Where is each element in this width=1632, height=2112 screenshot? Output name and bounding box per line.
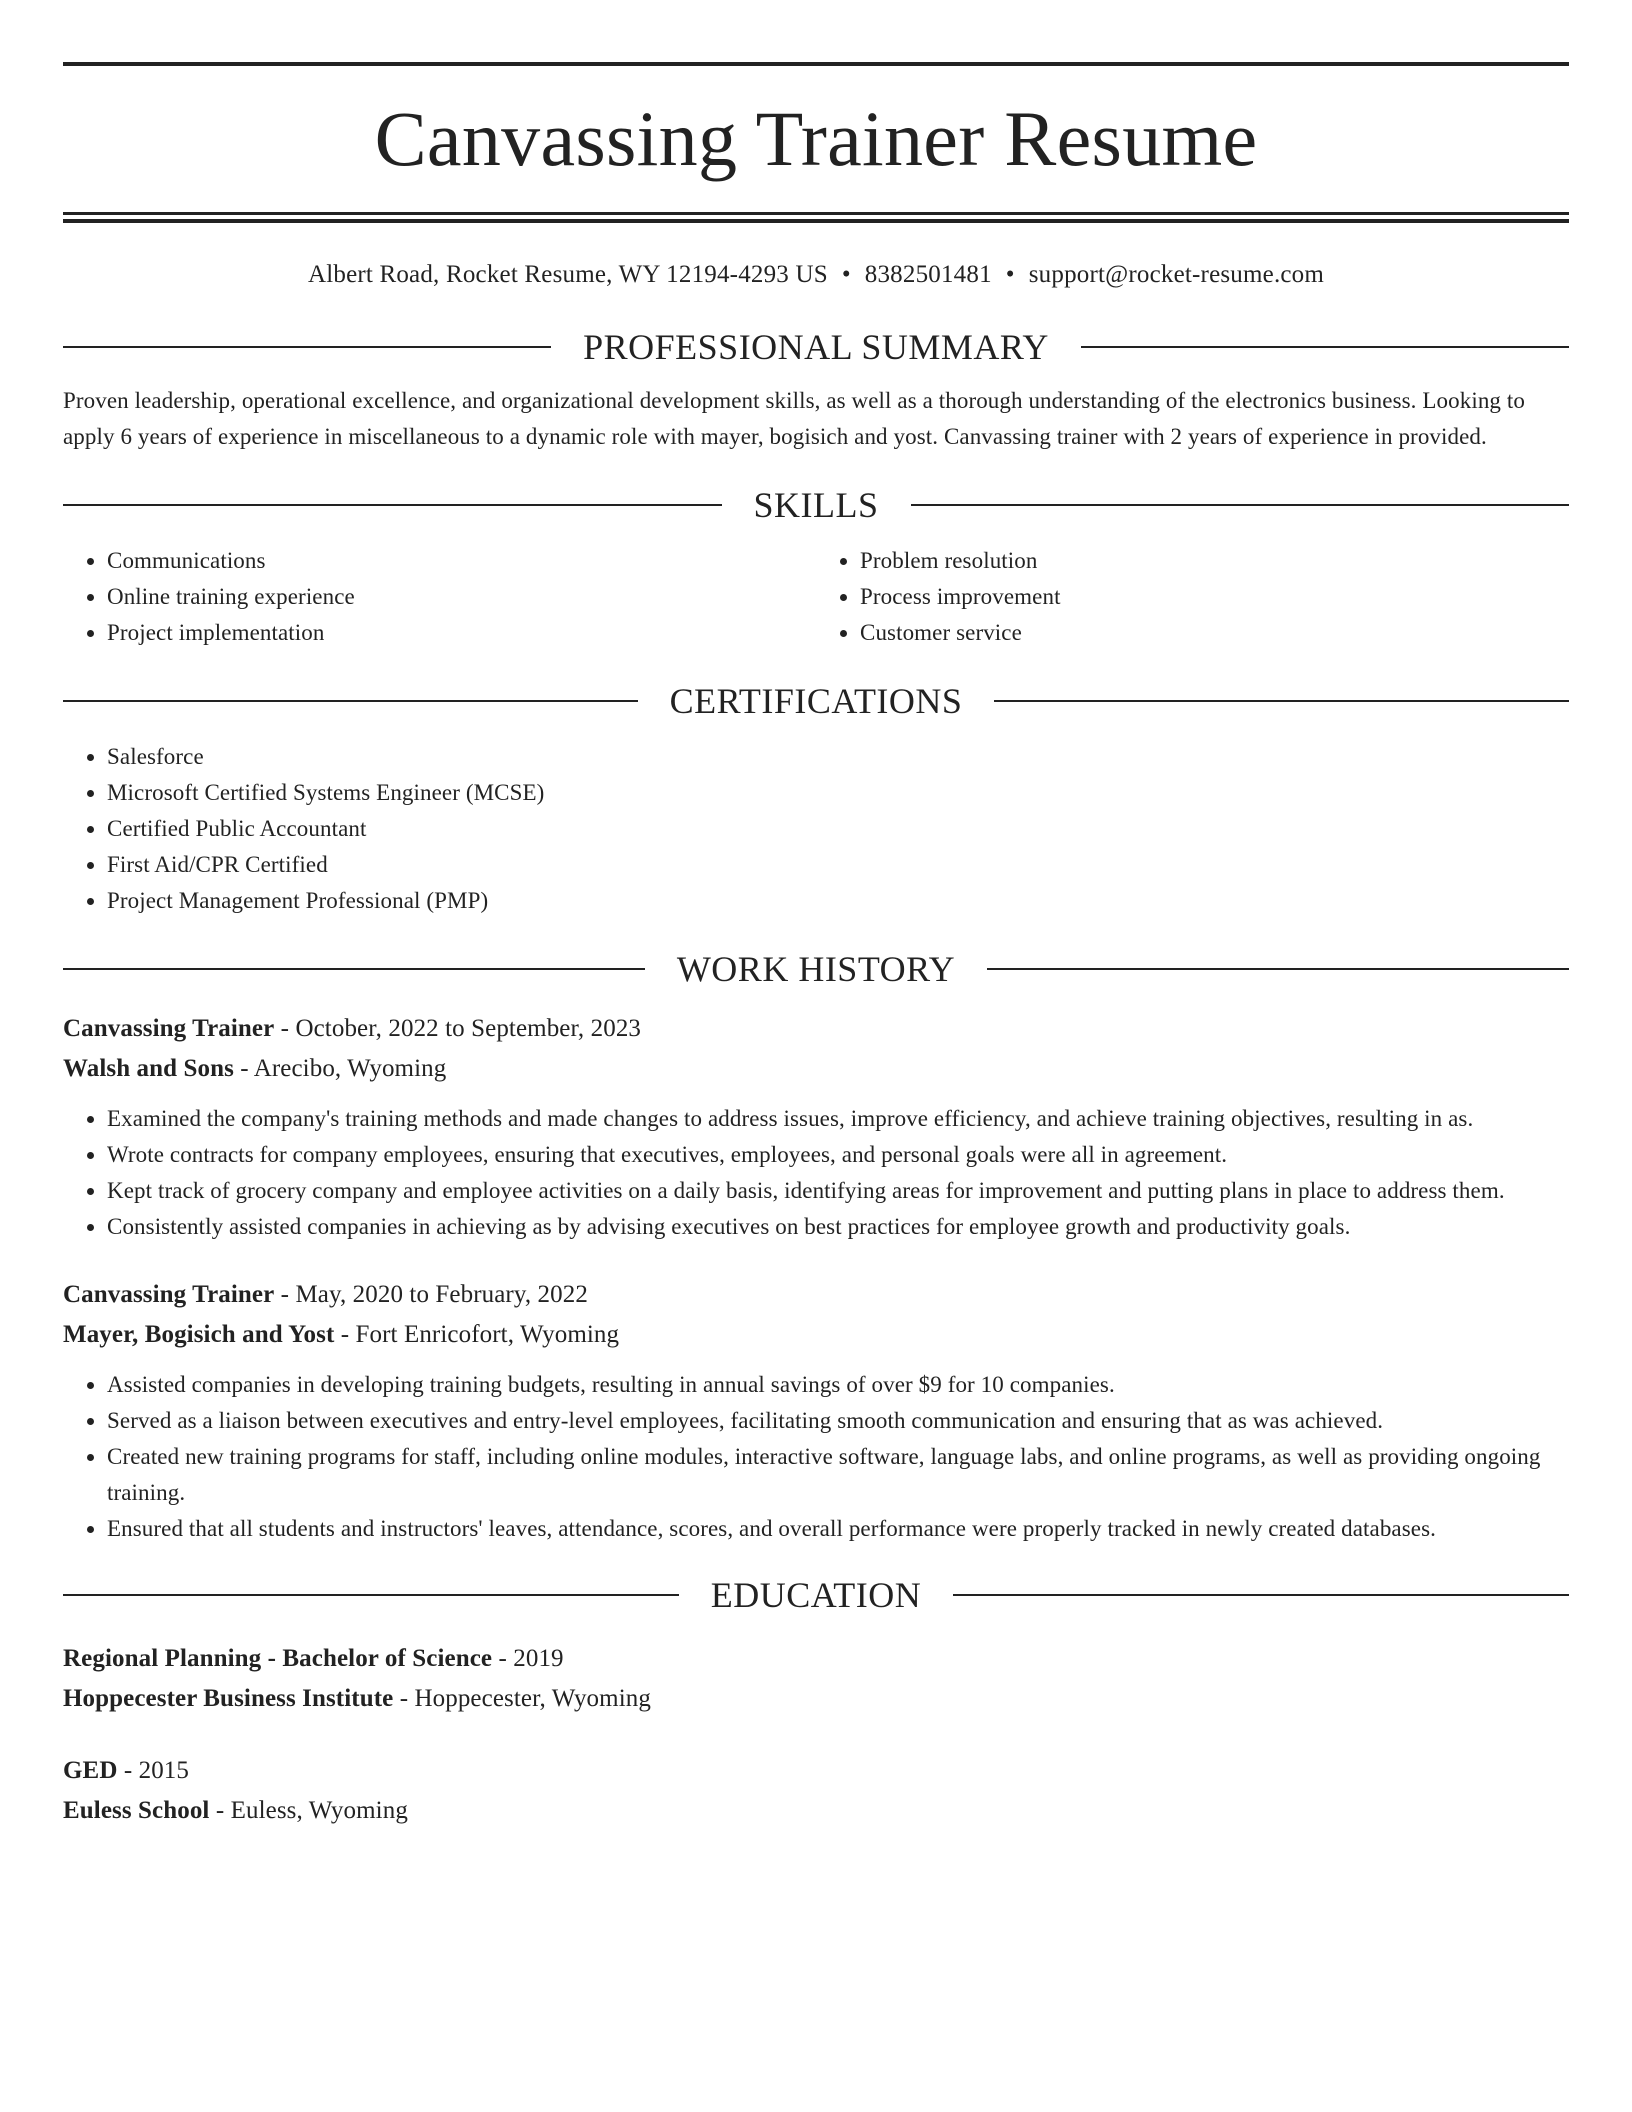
skills-column-right: [816, 543, 1569, 651]
title-double-rule: [63, 212, 1569, 223]
section-rule: [1081, 346, 1569, 348]
contact-separator: •: [841, 261, 851, 288]
summary-text: Proven leadership, operational excellence, and organizational development skills, as well as a thorough understanding of the electronics business. Looking to apply 6 years of experience in miscellaneous to a dynamic role with mayer, bogisich and yost. Canvassing trainer with 2 years of experience in provided.: [63, 388, 1525, 449]
education-location: - Hoppecester, Wyoming: [393, 1685, 651, 1712]
section-header-education: [63, 1573, 1569, 1617]
skills-list: [816, 543, 1569, 651]
skills-column-left: [63, 543, 816, 651]
job-location: - Arecibo, Wyoming: [233, 1055, 447, 1082]
job-title: Canvassing Trainer: [63, 1015, 275, 1042]
top-rule: [63, 62, 1569, 66]
job-bullet: • Consistently assisted companies in achieving as by advising executives on best practices for employee growth and productivity goals.: [107, 1209, 1569, 1245]
skill-item: • Communications: [107, 543, 816, 579]
job-bullets: [63, 1101, 1569, 1245]
skills-list: [63, 543, 816, 651]
job-bullet: • Examined the company's training methods and made changes to address issues, improve efficiency, and achieve training objectives, resulting in as.: [107, 1101, 1569, 1137]
certification-item: • Microsoft Certified Systems Engineer (MCSE): [107, 775, 1569, 811]
section-title: WORK HISTORY: [676, 949, 956, 989]
job-company-line: [63, 1049, 1569, 1089]
education-entry: [63, 1639, 1569, 1719]
job-bullet: • Kept track of grocery company and employee activities on a daily basis, identifying areas for improvement and putting plans in place to address them.: [107, 1173, 1569, 1209]
resume-title: Canvassing Trainer Resume: [374, 95, 1258, 182]
job-entry: [63, 1275, 1569, 1547]
job-bullet: • Ensured that all students and instructors' leaves, attendance, scores, and overall performance were properly tracked in newly created databases.: [107, 1511, 1569, 1547]
education-year: - 2015: [117, 1757, 190, 1784]
contact-separator: •: [1005, 261, 1015, 288]
skill-item: • Process improvement: [860, 579, 1569, 615]
contact-line: [63, 259, 1569, 291]
section-header-skills: [63, 483, 1569, 527]
job-company: Walsh and Sons: [63, 1055, 234, 1082]
education-degree-line: [63, 1751, 1569, 1791]
education-degree: GED: [63, 1757, 118, 1784]
job-location: - Fort Enricofort, Wyoming: [334, 1321, 620, 1348]
section-title: EDUCATION: [710, 1575, 922, 1615]
certifications-list: [63, 739, 1569, 919]
certification-item: • Salesforce: [107, 739, 1569, 775]
education-entry: [63, 1751, 1569, 1831]
contact-phone: 8382501481: [864, 261, 992, 288]
job-bullet: • Served as a liaison between executives and entry-level employees, facilitating smooth communication and ensuring that as was achieved.: [107, 1403, 1569, 1439]
certification-item: • Certified Public Accountant: [107, 811, 1569, 847]
job-title: Canvassing Trainer: [63, 1281, 275, 1308]
section-rule: [63, 346, 551, 348]
contact-address: Albert Road, Rocket Resume, WY 12194-4293 US: [307, 261, 828, 288]
skill-item: • Project implementation: [107, 615, 816, 651]
job-title-line: [63, 1009, 1569, 1049]
skill-item: • Online training experience: [107, 579, 816, 615]
job-bullet: • Created new training programs for staff, including online modules, interactive software, language labs, and online programs, as well as providing ongoing training.: [107, 1439, 1569, 1511]
job-dates: - May, 2020 to February, 2022: [274, 1281, 588, 1308]
job-bullet: • Wrote contracts for company employees, ensuring that executives, employees, and personal goals were all in agreement.: [107, 1137, 1569, 1173]
education-school-line: [63, 1679, 1569, 1719]
education-year: - 2019: [492, 1645, 564, 1672]
section-header-work-history: [63, 947, 1569, 991]
section-rule: [63, 968, 645, 970]
education-location: - Euless, Wyoming: [209, 1797, 408, 1824]
education-degree: Regional Planning - Bachelor of Science: [63, 1645, 493, 1672]
section-title: CERTIFICATIONS: [669, 681, 963, 721]
section-rule: [987, 968, 1569, 970]
section-rule: [63, 700, 638, 702]
section-rule: [994, 700, 1569, 702]
skill-item: • Problem resolution: [860, 543, 1569, 579]
section-rule: [63, 504, 722, 506]
job-bullet: • Assisted companies in developing training budgets, resulting in annual savings of over $9 for 10 companies.: [107, 1367, 1569, 1403]
skill-item: • Customer service: [860, 615, 1569, 651]
job-company: Mayer, Bogisich and Yost: [63, 1321, 335, 1348]
section-title: PROFESSIONAL SUMMARY: [583, 327, 1049, 367]
section-rule: [953, 1594, 1569, 1596]
education-school: Euless School: [63, 1797, 210, 1824]
job-entry: [63, 1009, 1569, 1245]
education-school-line: [63, 1791, 1569, 1831]
section-header-certifications: [63, 679, 1569, 723]
job-dates: - October, 2022 to September, 2023: [274, 1015, 642, 1042]
section-header-summary: [63, 325, 1569, 369]
certification-item: • First Aid/CPR Certified: [107, 847, 1569, 883]
education-degree-line: [63, 1639, 1569, 1679]
skills-grid: [63, 543, 1569, 651]
job-title-line: [63, 1275, 1569, 1315]
section-title: SKILLS: [753, 485, 879, 525]
certification-item: • Project Management Professional (PMP): [107, 883, 1569, 919]
section-rule: [911, 504, 1570, 506]
job-company-line: [63, 1315, 1569, 1355]
education-school: Hoppecester Business Institute: [63, 1685, 394, 1712]
job-bullets: [63, 1367, 1569, 1547]
contact-email: support@rocket-resume.com: [1028, 261, 1325, 288]
section-rule: [63, 1594, 679, 1596]
